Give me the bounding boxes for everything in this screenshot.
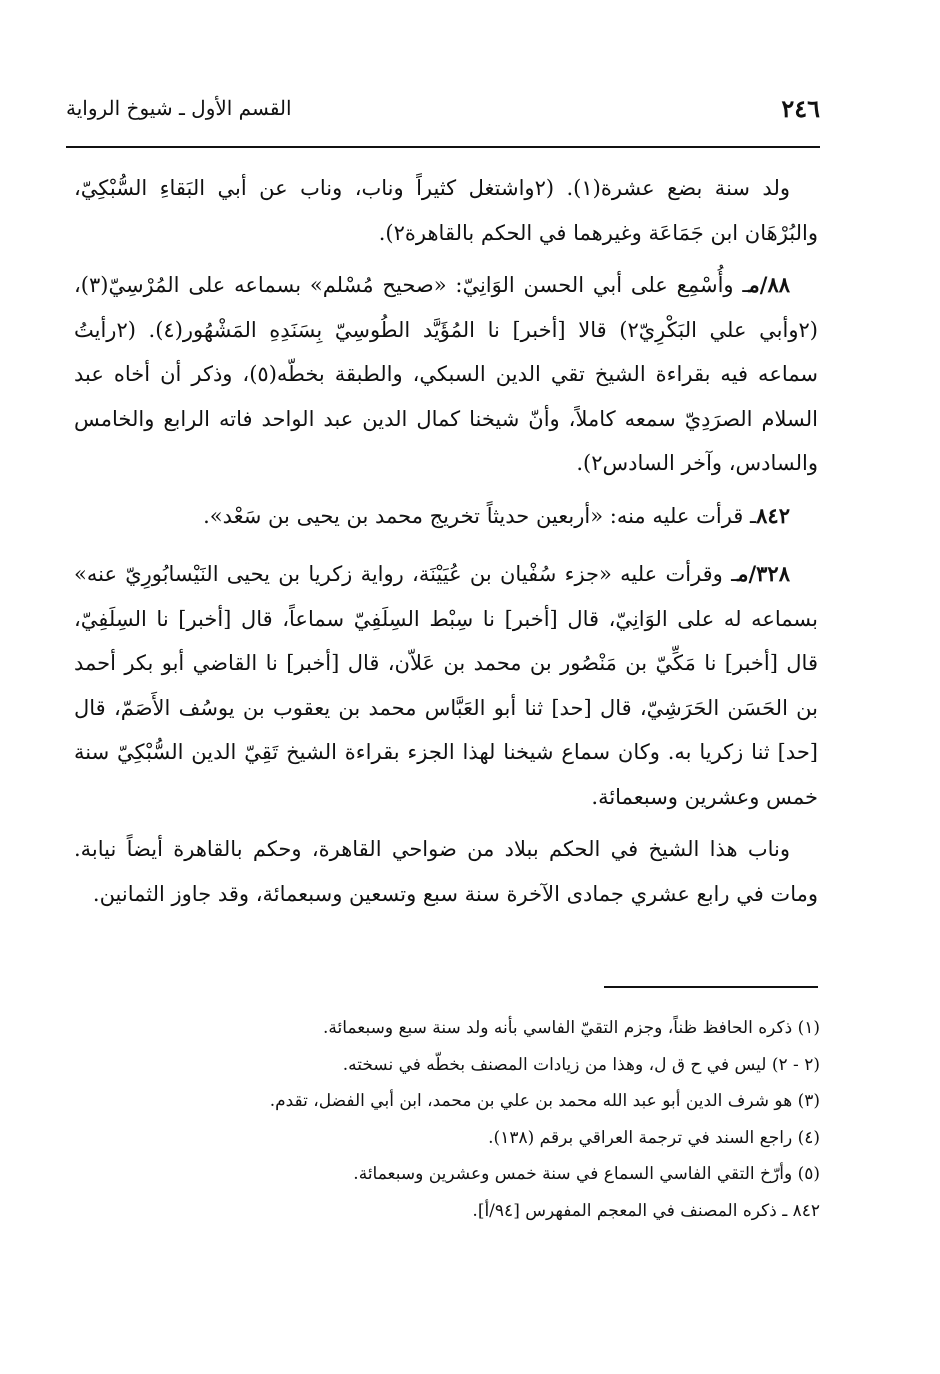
entry-text: ـ وأُسْمِع على أبي الحسن الوَانِيّ: «صحيح مُسْلم» بسماعه على المُرْسِيّ(٣)، (٢وأبي علي البَكْرِيّ٢) قالا [أخبر] نا المُؤَيَّد الطُوسِيّ بِسَنَدِهِ المَشْهُور(٤). (٢رأيتُ سماعه فيه بقراءة الشيخ تقي الدين السبكي، والطبقة بخطّه(٥)، وذكر أن أخاه عبد السلام الصرَدِيّ سمعه كاملاً، وأنّ شيخنا كمال الدين عبد الواحد فاته الرابع والخامس والسادس، وآخر السادس٢). [74,273,818,475]
entry-number: ٣٢٨/م [737,561,790,586]
footnote: ٨٤٢ ـ ذكره المصنف في المعجم المفهرس [٩٤/أ]. [472,1200,820,1221]
footnotes [170,1010,820,1229]
entry-sahih-muslim [74,263,818,486]
footnote: (٣) هو شرف الدين أبو عبد الله محمد بن علي بن محمد، ابن أبي الفضل، تقدم. [269,1091,820,1111]
footnote: (٢ - ٢) ليس في ح ق ل، وهذا من زيادات المصنف بخطّه في نسخته. [342,1054,820,1075]
main-text [74,166,818,930]
footnote: (٤) راجع السند في ترجمة العراقي برقم (١٣٨). [488,1127,820,1148]
footnote-rule [604,986,818,988]
header-rule [66,146,820,148]
entry-number: ٨٨/م [748,272,790,297]
footnote: (٥) وأرّخ التقي الفاسي السماع في سنة خمس وعشرين وسبعمائة. [353,1164,820,1184]
paragraph-death: وناب هذا الشيخ في الحكم ببلاد من ضواحي القاهرة، وحكم بالقاهرة أيضاً نيابة. ومات في رابع عشري جمادى الآخرة سنة سبع وتسعين وسبعمائة، وقد جاوز الثمانين. [74,837,818,906]
running-head: القسم الأول ـ شيوخ الرواية [66,96,292,120]
entry-juz-sufyan [74,552,818,819]
entry-arbain [74,494,818,539]
paragraph-birth: ولد سنة بضع عشرة(١). (٢واشتغل كثيراً وناب، وناب عن أبي البَقاءِ السُّبْكِيّ، والبُرْهَان ابن جَمَاعَة وغيرهما في الحكم بالقاهرة٢). [74,176,818,245]
entry-text: ـ قرأت عليه منه: «أربعين حديثاً تخريج محمد بن يحيى بن سَعْد». [203,503,757,528]
page-header [66,86,820,138]
footnote: (١) ذكره الحافظ ظناً، وجزم التقيّ الفاسي بأنه ولد سنة سبع وسبعمائة. [323,1018,820,1038]
page-number: ٢٤٦ [781,94,820,123]
entry-text: ـ وقرأت عليه «جزء سُفْيان بن عُيَيْنَة، رواية زكريا بن يحيى النَيْسابُورِيّ عنه» بسماعه له على الوَانِيّ، قال [أخبر] نا سِبْط السِلَفِيّ سماعاً، قال [أخبر] نا السِلَفِيّ، قال [أخبر] نا مَكِّيّ بن مَنْصُور بن محمد بن عَلاّن، قال [أخبر] نا القاضي أبو بكر أحمد بن الحَسَن الحَرَشِيّ، قال [حد] ثنا أبو العَبَّاس محمد بن يعقوب بن يوسُف الأَصَمّ، قال [حد] ثنا زكريا به. وكان سماع شيخنا لهذا الجزء بقراءة الشيخ تَقِيّ الدين السُّبْكِيّ سنة خمس وعشرين وسبعمائة. [74,562,818,809]
entry-number: ٨٤٢ [756,502,790,528]
